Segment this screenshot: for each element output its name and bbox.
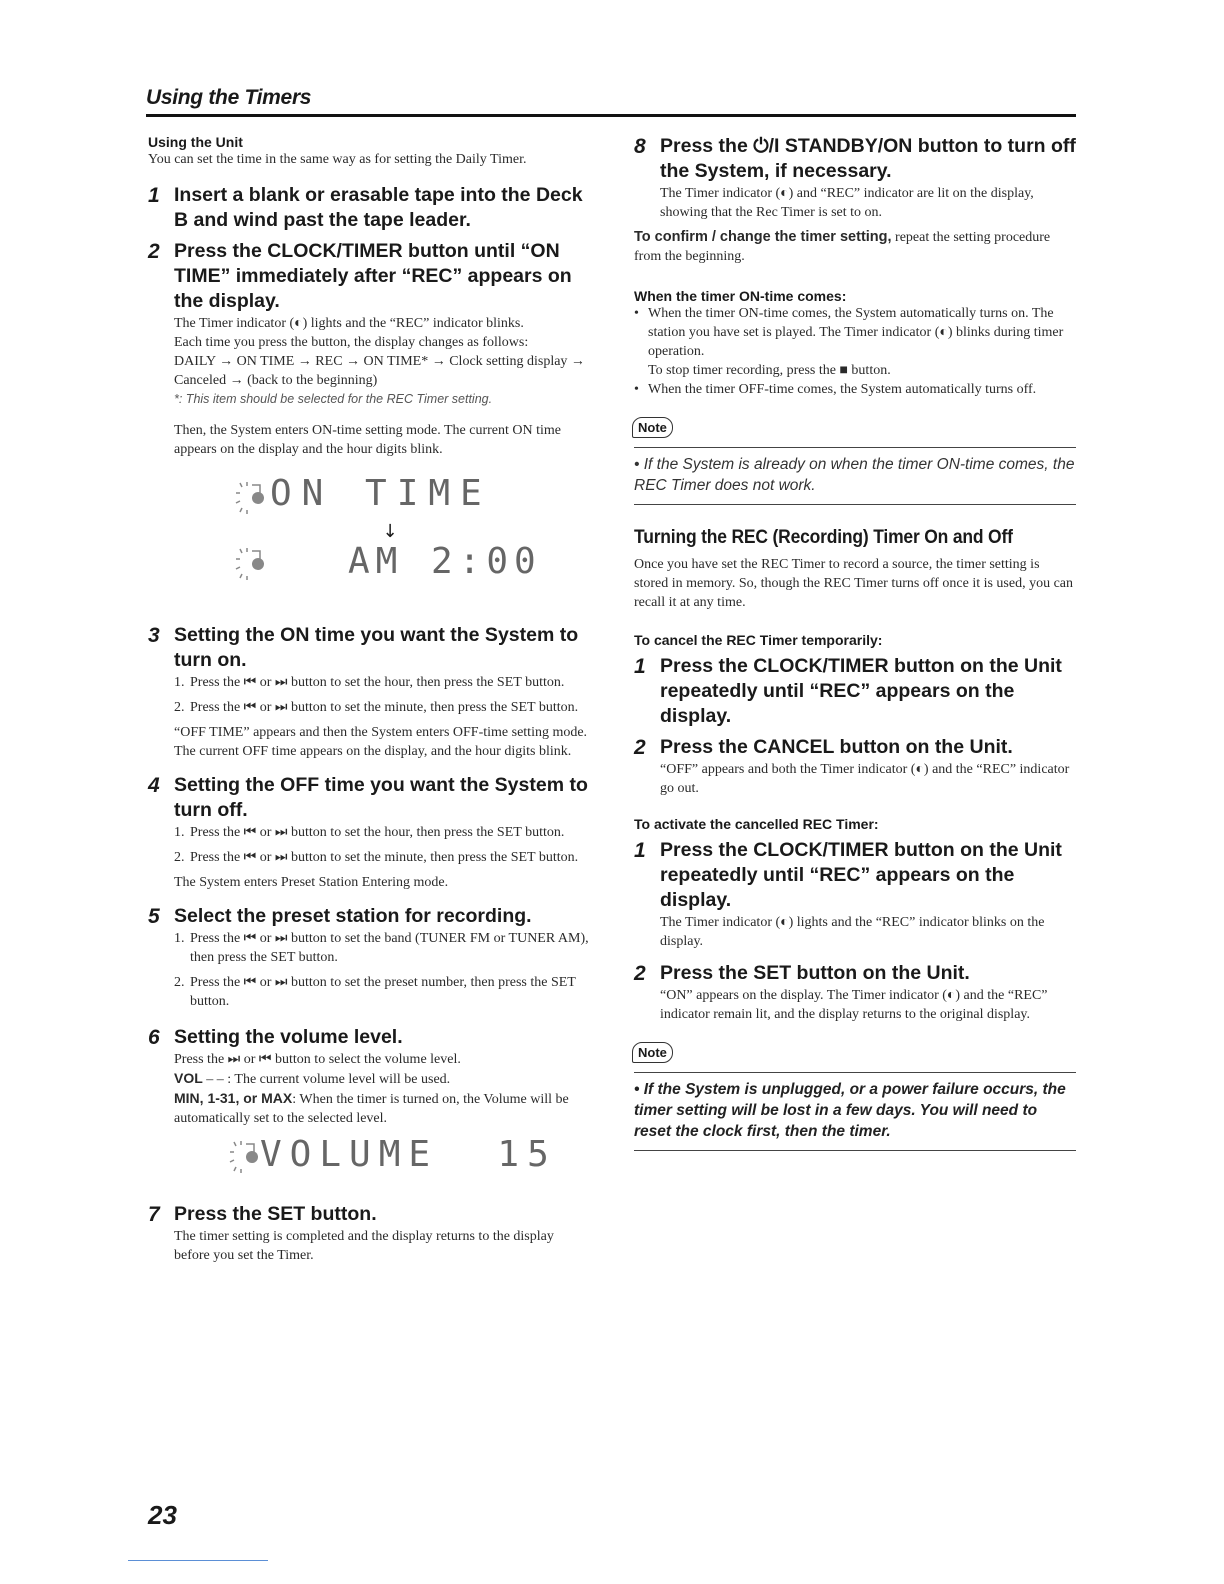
vol-option: VOL – – : The current volume level will be used. (174, 1070, 451, 1087)
step-footnote: *: This item should be selected for the REC Timer setting. (174, 392, 493, 406)
step-1 (148, 183, 592, 233)
lcd-display-volume (148, 1136, 592, 1180)
step-5 (148, 904, 592, 929)
step-text: The Timer indicator (◐) and “REC” indicator are lit on the display, showing that the Rec Timer is set to on. (660, 186, 1034, 220)
step-text: “OFF” appears and both the Timer indicator (◐) and the “REC” indicator go out. (660, 762, 1070, 796)
page-header-title: Using the Timers (146, 86, 312, 109)
step-title: Setting the volume level. (174, 1026, 403, 1048)
step-text: Press the ⏭ or ⏮ button to select the volume level. (174, 1052, 461, 1067)
lcd-text: ON TIME (270, 473, 492, 514)
step-number: 2 (634, 736, 646, 759)
step-number: 2 (148, 240, 160, 263)
step-text: The timer setting is completed and the display returns to the display before you set the Timer. (174, 1229, 554, 1263)
step-title: Insert a blank or erasable tape into the Deck B and wind past the tape leader. (174, 184, 583, 231)
step-title: Press the CLOCK/TIMER button on the Unit repeatedly until “REC” appears on the display. (660, 655, 1062, 727)
bullet-subtext: To stop timer recording, press the ■ button. (648, 363, 891, 378)
activate-step-1 (634, 838, 1076, 913)
step-8 (634, 134, 1076, 184)
using-unit-text: You can set the time in the same way as for setting the Daily Timer. (148, 152, 527, 167)
list-item: 2. Press the ⏮ or ⏭ button to set the minute, then press the SET button. (174, 700, 579, 715)
footer-rule (128, 1560, 268, 1561)
step-title: Setting the OFF time you want the System to turn off. (174, 774, 588, 821)
step-text: “ON” appears on the display. The Timer indicator (◐) and the “REC” indicator remain lit, and the display returns to the original display. (660, 988, 1048, 1022)
list-item: 1. Press the ⏮ or ⏭ button to set the band (TUNER FM or TUNER AM), then press the SET button. (174, 931, 589, 965)
step-title: Press the ⏻/I STANDBY/ON button to turn off the System, if necessary. (660, 135, 1076, 182)
step-number: 1 (148, 184, 160, 207)
note-box-1 (634, 417, 1076, 505)
cancel-title: To cancel the REC Timer temporarily: (634, 632, 883, 648)
lcd-text: AM 2:00 (348, 541, 542, 582)
cancel-step-1 (634, 654, 1076, 729)
step-title: Press the CLOCK/TIMER button on the Unit repeatedly until “REC” appears on the display. (660, 839, 1062, 911)
page-number: 23 (148, 1500, 177, 1530)
step-text: “OFF TIME” appears and then the System enters OFF-time setting mode. The current OFF time appears on the display, and the hour digits blink. (174, 725, 588, 759)
header-rule (146, 114, 1076, 117)
rec-timer-icon (228, 1140, 262, 1174)
note-text: • If the System is unplugged, or a power failure occurs, the timer setting will be lost in a few days. You will need to reset the clock first, then the timer. (634, 1081, 1066, 1140)
step-3 (148, 623, 592, 673)
rec-timer-icon (234, 547, 268, 581)
step-4 (148, 773, 592, 823)
lcd-display-am-time (148, 543, 592, 587)
min-max-option: MIN, 1-31, or MAX: When the timer is turned on, the Volume will be automatically set to the selected level. (174, 1090, 569, 1126)
down-arrow-icon: ↓ (382, 521, 398, 542)
section-title: Turning the REC (Recording) Timer On and Off (634, 527, 1013, 548)
right-column (634, 134, 1076, 1151)
list-item: 1. Press the ⏮ or ⏭ button to set the hour, then press the SET button. (174, 825, 565, 840)
step-title: Press the CANCEL button on the Unit. (660, 736, 1013, 758)
using-unit-title: Using the Unit (148, 134, 243, 150)
step-text: Each time you press the button, the display changes as follows: (174, 335, 529, 350)
step-title: Select the preset station for recording. (174, 905, 532, 927)
step-text: The Timer indicator (◐) lights and the “REC” indicator blinks on the display. (660, 915, 1045, 949)
bullet-item: • When the timer ON-time comes, the System automatically turns on. The station you have set is played. The Timer indicator (◐) blinks during timer operation. (648, 304, 1076, 361)
lcd-display-on-time (148, 473, 592, 521)
list-item: 1. Press the ⏮ or ⏭ button to set the hour, then press the SET button. (174, 675, 565, 690)
lcd-text: VOLUME 15 (260, 1134, 557, 1175)
step-title: Press the SET button. (174, 1203, 377, 1225)
when-on-title: When the timer ON-time comes: (634, 288, 847, 304)
step-6 (148, 1025, 592, 1050)
step-title: Setting the ON time you want the System to turn on. (174, 624, 579, 671)
cancel-step-2 (634, 735, 1076, 760)
confirm-text: To confirm / change the timer setting, repeat the setting procedure from the beginning. (634, 229, 1051, 264)
note-box-2 (634, 1042, 1076, 1151)
step-number: 7 (148, 1203, 160, 1226)
step-number: 2 (634, 962, 646, 985)
step-2 (148, 239, 592, 314)
list-item: 2. Press the ⏮ or ⏭ button to set the minute, then press the SET button. (174, 850, 579, 865)
activate-title: To activate the cancelled REC Timer: (634, 816, 879, 832)
note-icon: Note (632, 1042, 673, 1063)
step-7 (148, 1202, 592, 1227)
note-icon: Note (632, 417, 673, 438)
step-text: Then, the System enters ON-time setting mode. The current ON time appears on the display and the hour digits blink. (174, 423, 561, 457)
left-column (148, 134, 592, 1265)
section-text: Once you have set the REC Timer to record a source, the timer setting is stored in memory. So, though the REC Timer turns off once it is used, you can recall it at any time. (634, 557, 1074, 610)
step-title: Press the SET button on the Unit. (660, 962, 970, 984)
step-title: Press the CLOCK/TIMER button until “ON TIME” immediately after “REC” appears on the display. (174, 240, 572, 312)
step-number: 6 (148, 1026, 160, 1049)
note-text: • If the System is already on when the timer ON-time comes, the REC Timer does not work. (634, 456, 1075, 494)
step-number: 3 (148, 624, 160, 647)
step-number: 1 (634, 839, 646, 862)
step-text: The System enters Preset Station Entering mode. (174, 875, 449, 890)
list-item: 2. Press the ⏮ or ⏭ button to set the preset number, then press the SET button. (174, 975, 576, 1009)
step-number: 4 (148, 774, 160, 797)
step-text: DAILY → ON TIME → REC → ON TIME* → Clock setting display → Canceled → (back to the beginning) (174, 354, 585, 388)
step-number: 1 (634, 655, 646, 678)
step-number: 5 (148, 905, 160, 928)
activate-step-2 (634, 961, 1076, 986)
rec-timer-icon (234, 481, 268, 515)
step-number: 8 (634, 135, 646, 158)
bullet-item: • When the timer OFF-time comes, the System automatically turns off. (648, 380, 1076, 399)
step-text: The Timer indicator (◐) lights and the “REC” indicator blinks. (174, 316, 524, 331)
